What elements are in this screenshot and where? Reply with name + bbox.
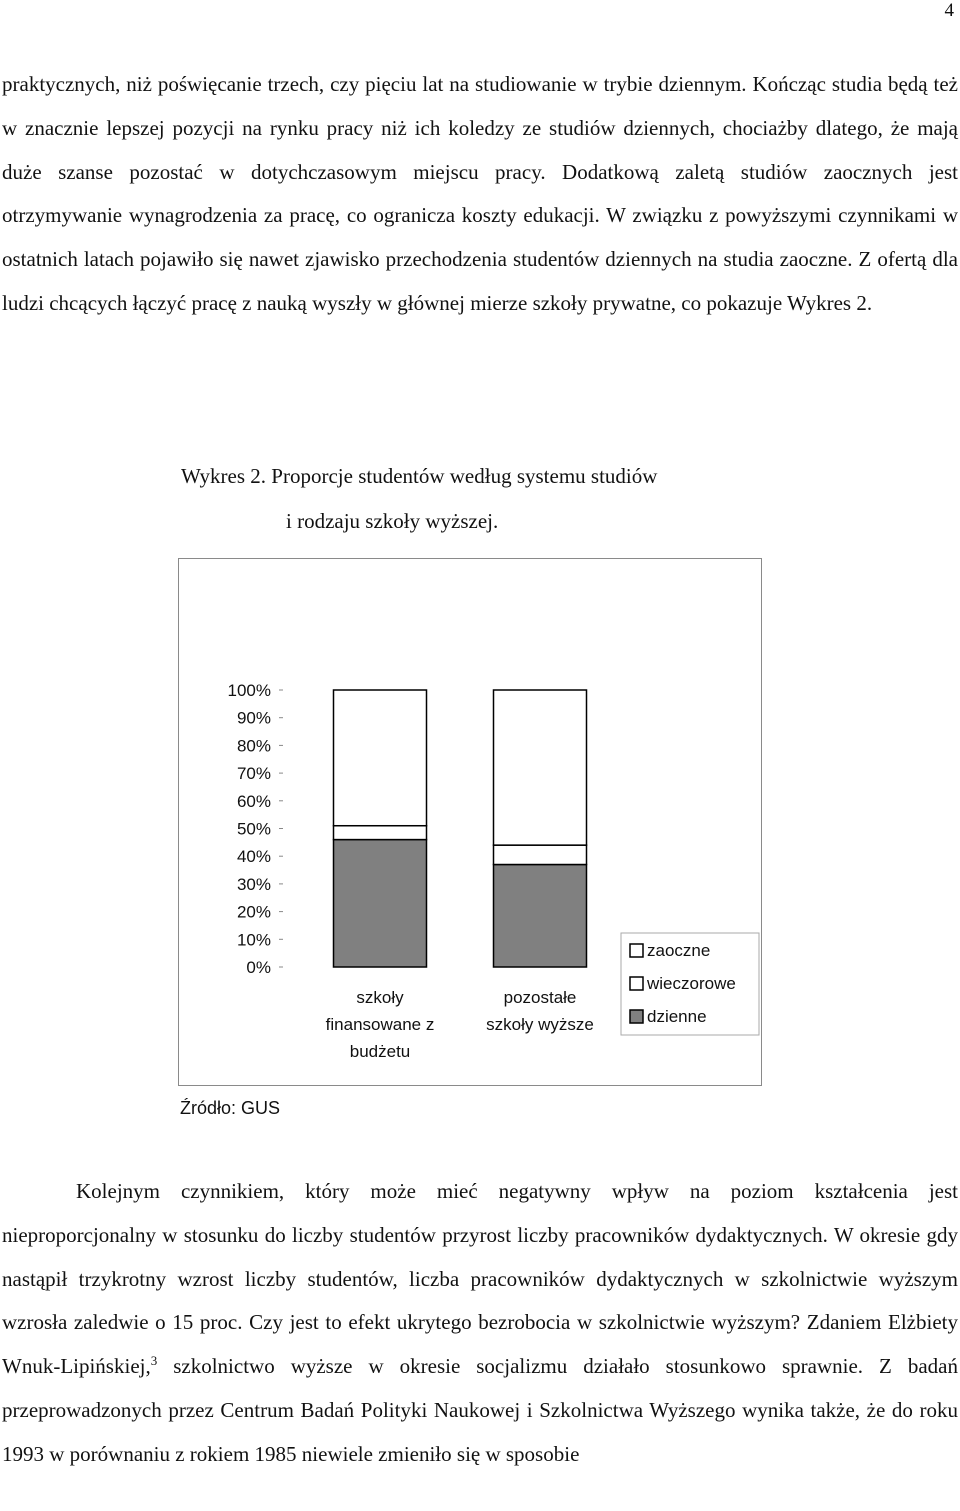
legend-swatch-wieczorowe — [630, 977, 643, 990]
y-tick-label: 30% — [236, 874, 271, 894]
y-tick-label: 70% — [236, 764, 271, 784]
bar-segment-zaoczne — [494, 690, 587, 845]
legend-label-zaoczne: zaoczne — [647, 941, 711, 960]
x-category-label: szkoły — [356, 988, 404, 1007]
y-tick-label: 90% — [236, 708, 271, 728]
x-category-label: budżetu — [349, 1042, 411, 1061]
figure-source: Źródło: GUS — [180, 1098, 281, 1118]
bar-segment-wieczorowe — [334, 826, 427, 840]
bar-segment-zaoczne — [334, 690, 427, 826]
paragraph-2-text-b: szkolnictwo wyższe w okresie socjalizmu działało stosunkowo sprawnie. Z badań przeprowadzonych przez Centrum Badań Polityki Naukowej i Szkolnictwa Wyższego wynika także, że do roku 1993 w porównaniu z rokiem 1985 niewiele zmieniło się w sposobie — [2, 1354, 958, 1466]
paragraph-2-text-a: Kolejnym czynnikiem, który może mieć negatywny wpływ na poziom kształcenia jest nieproporcjonalny w stosunku do liczby studentów przyrost liczby pracowników dydaktycznych. W okresie gdy nastąpił trzykrotny wzrost liczby studentów, liczba pracowników dydaktycznych w szkolnictwie wyższym wzrosła zaledwie o 15 proc. Czy jest to efekt ukrytego bezrobocia w szkolnictwie wyższym? Zdaniem Elżbiety Wnuk-Lipińskiej, — [2, 1179, 958, 1379]
legend-label-wieczorowe: wieczorowe — [647, 974, 736, 993]
y-tick-label: 100% — [227, 681, 271, 700]
page-number: 4 — [944, 0, 954, 21]
x-category-label: pozostałe — [503, 988, 577, 1007]
x-category-label: szkoły wyższe — [486, 1015, 594, 1034]
y-tick-label: 50% — [236, 819, 271, 839]
y-tick-label: 0% — [246, 958, 271, 977]
figure-caption-line1: Wykres 2. Proporcje studentów według systemu studiów — [181, 464, 658, 488]
paragraph-2 — [2, 1170, 958, 1477]
y-tick-label: 60% — [236, 791, 271, 811]
y-tick-label: 40% — [236, 847, 271, 867]
bar-segment-wieczorowe — [494, 845, 587, 864]
y-tick-label: 80% — [236, 736, 271, 756]
chart-frame — [178, 558, 762, 1086]
y-tick-label: 20% — [236, 902, 271, 922]
bar-segment-dzienne — [334, 840, 427, 967]
figure-caption-line2: i rodzaju szkoły wyższej. — [286, 509, 499, 533]
paragraph-1: praktycznych, niż poświęcanie trzech, czy pięciu lat na studiowanie w trybie dziennym. Kończąc studia będą też w znacznie lepszej pozycji na rynku pracy niż ich koledzy ze studiów dziennych, chociażby dlatego, że mają duże szanse pozostać w dotychczasowym miejscu pracy. Dodatkową zaletą studiów zaocznych jest otrzymywanie wynagrodzenia za pracę, co ogranicza koszty edukacji. W związku z powyższymi czynnikami w ostatnich latach pojawiło się nawet zjawisko przechodzenia studentów dziennych na studia zaoczne. Z ofertą dla ludzi chcących łączyć pracę z nauką wyszły w głównej mierze szkoły prywatne, co pokazuje Wykres 2. — [2, 72, 958, 315]
x-category-label: finansowane z — [325, 1015, 435, 1034]
legend-swatch-dzienne — [630, 1010, 643, 1023]
legend-swatch-zaoczne — [630, 944, 643, 957]
y-tick-label: 10% — [236, 930, 271, 950]
legend-label-dzienne: dzienne — [647, 1007, 707, 1026]
footnote-marker: 3 — [150, 1353, 158, 1369]
bar-segment-dzienne — [494, 865, 587, 967]
stacked-bar-chart — [179, 559, 763, 1087]
